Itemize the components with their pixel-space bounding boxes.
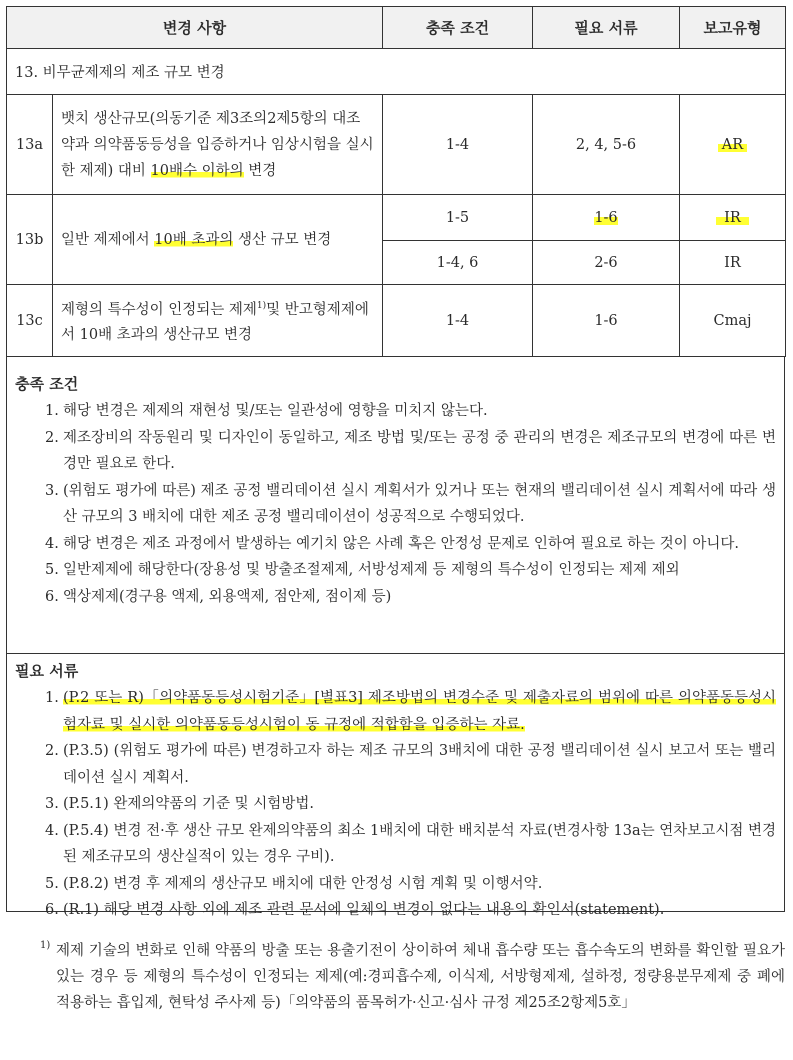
row-documents: 1-6	[533, 285, 680, 357]
document	[6, 6, 785, 918]
header-change: 변경 사항	[7, 7, 383, 49]
table-row	[7, 285, 786, 357]
change-table	[6, 6, 786, 357]
section-title: 13. 비무균제제의 제조 규모 변경	[7, 49, 786, 95]
footnote-mark: 1)	[40, 940, 51, 951]
list-item-text: 제조장비의 작동원리 및 디자인이 동일하고, 제조 방법 및/또는 공정 중 관리의 변경은 제조규모의 변경에 따른 변경만 필요로 한다.	[63, 429, 776, 472]
list-item-number: 3.	[45, 482, 59, 499]
row-number: 13c	[7, 285, 53, 357]
row-number: 13b	[7, 195, 53, 285]
documents-section	[6, 654, 785, 918]
list-item-text: (R.1) 해당 변경 사항 외에 제조 관련 문서에 일체의 변경이 없다는 내용의 확인서(statement).	[63, 902, 665, 918]
report-type-highlight: AR	[718, 137, 747, 153]
report-type-highlight: IR	[716, 210, 749, 226]
row-description: 뱃치 생산규모(의동기준 제3조의2제5항의 대조약과 의약품동등성을 입증하거나 임상시험을 실시한 제제) 대비 10배수 이하의 변경	[53, 95, 383, 195]
row-condition: 1-4	[383, 285, 533, 357]
document-item	[15, 897, 776, 924]
list-item-number: 1.	[45, 403, 59, 419]
document-item	[15, 871, 776, 898]
footnote	[40, 938, 785, 1016]
condition-item	[15, 398, 776, 425]
list-item-text: (위험도 평가에 따른) 제조 공정 밸리데이션 실시 계획서가 있거나 또는 현재의 밸리데이션 실시 계획서에 따라 생산 규모의 3 배치에 대한 제조 공정 밸리데이션이 성공적으로 수행되었다.	[63, 482, 776, 525]
row-report-type: Cmaj	[680, 285, 786, 357]
row-report-type: IR	[680, 241, 786, 285]
conditions-title: 충족 조건	[15, 375, 79, 393]
header-condition: 충족 조건	[383, 7, 533, 49]
conditions-list	[15, 398, 776, 610]
list-item-number: 4.	[45, 535, 59, 552]
row-condition: 1-5	[383, 195, 533, 241]
list-item-text: (P.5.1) 완제의약품의 기준 및 시험방법.	[63, 796, 314, 812]
condition-item	[15, 531, 776, 558]
table-row	[7, 95, 786, 195]
list-item-number: 2.	[45, 429, 59, 446]
document-item	[15, 791, 776, 818]
row-description: 제형의 특수성이 인정되는 제제$^{1)}$및 반고형제제에서 10배 초과의 생산규모 변경	[53, 285, 383, 357]
documents-title: 필요 서류	[15, 662, 79, 680]
row-documents	[533, 195, 680, 241]
row-description: 일반 제제에서 10배 초과의 생산 규모 변경	[53, 195, 383, 285]
condition-item	[15, 425, 776, 478]
list-item-text: (P.2 또는 R)「의약품동등성시험기준」[별표3] 제조방법의 변경수준 및 제출자료의 범위에 따른 의약품동등성시험자료 및 실시한 의약품동등성시험이 동 규정에 적합함을 입증하는 자료.	[63, 690, 776, 733]
section-row	[7, 49, 786, 95]
header-documents: 필요 서류	[533, 7, 680, 49]
list-item-number: 4.	[45, 822, 59, 839]
row-documents: 2, 4, 5-6	[533, 95, 680, 195]
condition-item	[15, 584, 776, 611]
list-item-text: 해당 변경은 제조 과정에서 발생하는 예기치 않은 사례 혹은 안정성 문제로 인하여 필요로 하는 것이 아니다.	[63, 535, 740, 552]
header-report-type: 보고유형	[680, 7, 786, 49]
row-report-type	[680, 195, 786, 241]
list-item-number: 3.	[45, 796, 59, 812]
document-item	[15, 738, 776, 791]
list-item-number: 6.	[45, 588, 59, 605]
condition-item	[15, 557, 776, 584]
row-documents: 2-6	[533, 241, 680, 285]
list-item-number: 1.	[45, 690, 59, 706]
list-item-number: 6.	[45, 902, 59, 918]
list-item-text: 해당 변경은 제제의 재현성 및/또는 일관성에 영향을 미치지 않는다.	[63, 403, 488, 419]
list-item-text: (P.8.2) 변경 후 제제의 생산규모 배치에 대한 안정성 시험 계획 및 이행서약.	[63, 875, 543, 892]
list-item-number: 5.	[45, 562, 59, 578]
conditions-section	[6, 357, 785, 654]
footnote-ref: 1)	[256, 300, 267, 311]
documents-highlight: 1-6	[594, 209, 618, 226]
table-row	[7, 195, 786, 241]
row-condition: 1-4	[383, 95, 533, 195]
list-item-text: (P.5.4) 변경 전·후 생산 규모 완제의약품의 최소 1배치에 대한 배치분석 자료(변경사항 13a는 연차보고시점 변경된 제조규모의 생산실적이 있는 경우 구비).	[63, 822, 776, 865]
documents-list	[15, 685, 776, 924]
document-item	[15, 818, 776, 871]
document-item	[15, 685, 776, 738]
footnote-text: 제제 기술의 변화로 인해 약품의 방출 또는 용출기전이 상이하여 체내 흡수량 또는 흡수속도의 변화를 확인할 필요가 있는 경우 등 제형의 특수성이 인정되는 제제(예:경피흡수제, 이식제, 서방형제제, 설하정, 정량용분무제제 중 폐에 적용하는 흡입제, 현탁성 주사제 등)「의약품의 품목허가·신고·심사 규정 제25조2항제5호」	[56, 943, 785, 1011]
row-number: 13a	[7, 95, 53, 195]
highlight-text: 10배 초과의	[154, 231, 234, 248]
list-item-number: 2.	[45, 743, 59, 759]
list-item-number: 5.	[45, 875, 59, 892]
list-item-text: 액상제제(경구용 액제, 외용액제, 점안제, 점이제 등)	[63, 588, 392, 605]
condition-item	[15, 478, 776, 531]
row-report-type	[680, 95, 786, 195]
highlight-text: 10배수 이하의	[150, 162, 244, 179]
list-item-text: (P.3.5) (위험도 평가에 따른) 변경하고자 하는 제조 규모의 3배치에 대한 공정 밸리데이션 실시 보고서 또는 밸리데이션 실시 계획서.	[63, 743, 776, 786]
table-header-row	[7, 7, 786, 49]
row-condition: 1-4, 6	[383, 241, 533, 285]
list-item-text: 일반제제에 해당한다(장용성 및 방출조절제제, 서방성제제 등 제형의 특수성이 인정되는 제제 제외	[63, 562, 680, 578]
